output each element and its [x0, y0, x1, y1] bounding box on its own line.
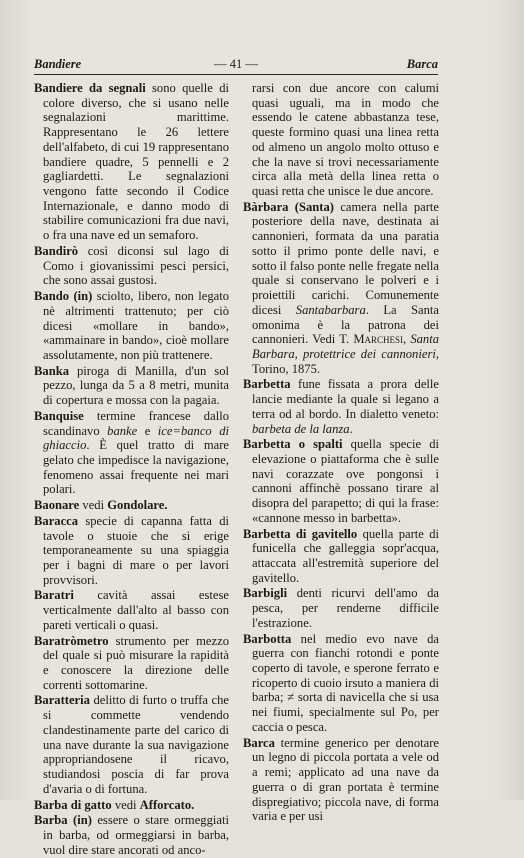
- dictionary-entry: Baratteria delitto di furto o truffa che si commette vendendo clandestinamente parte del carico di una nave durante la sua navigazione appropriandosene il ricavo, studiandosi poscia di far prova d'avaria o di fortuna.: [34, 693, 229, 796]
- left-column: [34, 81, 229, 858]
- dictionary-entry: Barca termine generico per denotare un legno di piccola portata a vele od a remi; applicato ad una nave da guerra o di gran portata è termine dispregiativo; piccola nave, di forma varia e per usi: [243, 735, 439, 824]
- dictionary-entry: Bando (in) sciolto, libero, non legato nè altrimenti trattenuto; per ciò dicesi «mollare in bando», «ammainare in bando», cioè mollare assolutamente, non più trattenere.: [34, 289, 230, 362]
- dictionary-entry-continuation: rarsi con due ancore con calumi quasi uguali, ma in modo che essendo le catene abbastanza tese, queste formino quasi una linea retta od almeno un angolo molto ottuso e che la nave si trovi necessariamente circa alla metà della linea retta o quasi retta che unisce le due ancore.: [252, 81, 439, 199]
- header-right-word: Barca: [406, 57, 438, 71]
- dictionary-entry: Baracca specie di capanna fatta di tavole o stuoie che si erige temporaneamente su una spiaggia per i bagni di mare o per lavori provvisori.: [34, 513, 229, 587]
- dictionary-entry: Bandirò così diconsi sul lago di Como i giovanissimi pesci persici, che sono assai gustosi.: [34, 243, 229, 288]
- dictionary-entry: Baonare vedi Gondolare.: [34, 498, 168, 513]
- header-left-word: Bandiere: [34, 57, 82, 71]
- dictionary-entry: Barbetta di gavitello quella parte di funicella che galleggia sopr'acqua, attaccata all'estremità superiore del gavitello.: [243, 526, 439, 585]
- dictionary-entry: Barbotta nel medio evo nave da guerra con fianchi rotondi e ponte coperto di tavole, e sperone ferrato e ricoperto di cuoio irsuto a maniera di barba; ≠ sorta di navicella che si usa nei fiumi, specialmente sul Po, per caccia o pesca.: [243, 631, 439, 734]
- header-rule: [34, 74, 438, 75]
- dictionary-entry: Baratri cavità assai estese verticalmente dall'alto al basso con pareti verticali o quasi.: [34, 588, 229, 632]
- right-column: [243, 81, 439, 825]
- dictionary-entry: Banquise termine francese dallo scandinavo banke e ice=banco di ghiaccio. È quel tratto di mare gelato che impedisce la navigazione, fenomeno assai frequente nei mari polari.: [34, 408, 229, 497]
- dictionary-entry: Banka piroga di Manilla, d'un sol pezzo, lunga da 5 a 8 metri, munita di copertura e mossa con la pagaia.: [34, 363, 229, 408]
- dictionary-entry: Baratròmetro strumento per mezzo del quale si può misurare la rapidità e conoscere la direzione delle correnti sottomarine.: [34, 633, 229, 692]
- page-number: — 41 —: [214, 57, 258, 71]
- dictionary-entry: Bandiere da segnali sono quelle di colore diverso, che si usano nelle segnalazioni marittime. Rappresentano le 26 lettere dell'alfabeto, di cui 19 rappresentano bandiere quadre, 5 pennelli e 2 gagliardetti. Le segnalazioni vengono fatte secondo il Codice Internazionale, e danno modo di stabilire comunicazioni fra due navi, o fra una nave ed un semaforo.: [34, 81, 229, 243]
- dictionary-entry: Bàrbara (Santa) camera nella parte posteriore della nave, destinata ai cannonieri, formata da una paratia sotto il primo ponte delle navi, e sotto il falso ponte nelle fregate nella quale si conservano le polveri e i proiettili carichi. Comunemente dicesi Santabarbara. La Santa omonima è la patrona dei cannonieri. Vedi T. Marchesi, Santa Barbara, protettrice dei cannonieri, Torino, 1875.: [243, 199, 440, 376]
- running-header: [34, 57, 438, 73]
- dictionary-entry: Barbetta o spalti quella specie di elevazione o piattaforma che è sulle navi corazzate ove pongonsi i cannoni affinchè possano tirare al disopra del parapetto; di qui la frase: «cannone messo in barbetta».: [243, 437, 439, 525]
- dictionary-entry: Barba (in) essere o stare ormeggiati in barba, od ormeggiarsi in barba, vuol dire stare ancorati od anco-: [34, 813, 229, 857]
- dictionary-entry: Barbigli denti ricurvi dell'amo da pesca, per renderne difficile l'estrazione.: [243, 586, 439, 630]
- dictionary-entry: Barbetta fune fissata a prora delle lancie mediante la quale si legano a terra od al bordo. In dialetto veneto: barbeta de la lanza.: [243, 377, 439, 436]
- dictionary-entry: Barba di gatto vedi Afforcato.: [34, 797, 195, 812]
